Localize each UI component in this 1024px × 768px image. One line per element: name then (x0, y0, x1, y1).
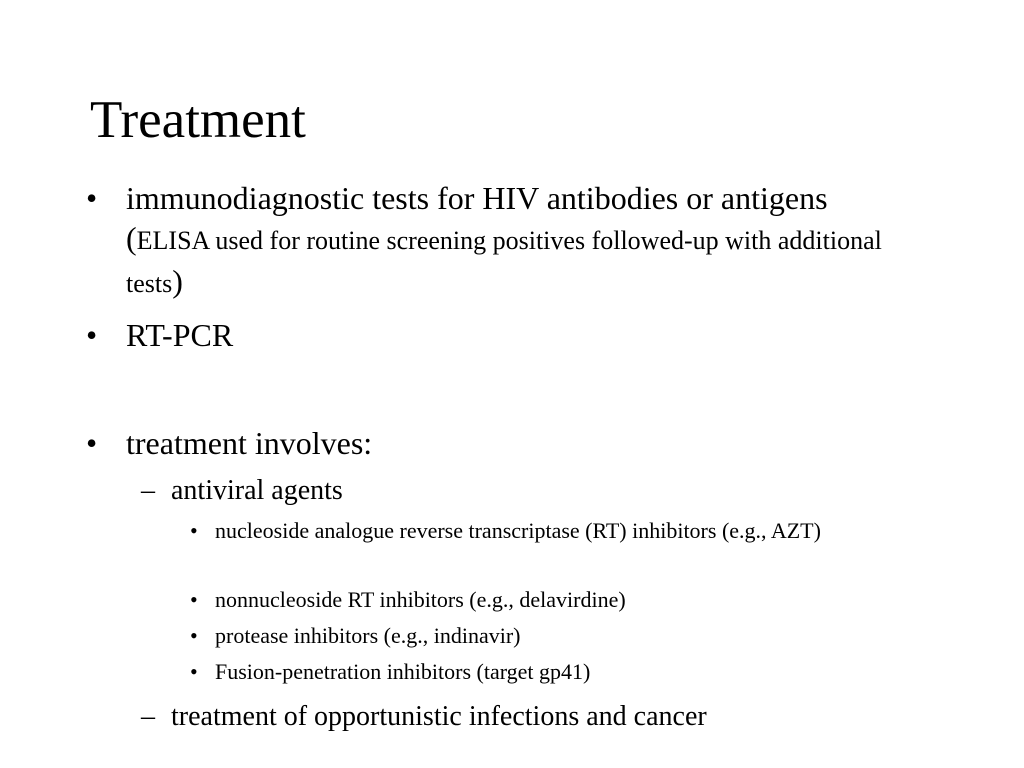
subsubitem-fusion-text: Fusion-penetration inhibitors (target gp41) (215, 659, 591, 684)
subsubitem-protease (190, 619, 945, 653)
bullet-icon: • (190, 587, 198, 612)
bullet-icon: • (190, 659, 198, 684)
subsubitem-nrti-text: nucleoside analogue reverse transcriptase (RT) inhibitors (e.g., AZT) (215, 518, 821, 543)
bullet-immunodiagnostic-text: immunodiagnostic tests for HIV antibodies or antigens ( (126, 180, 828, 256)
subitem-opportunistic (141, 700, 931, 734)
bullet-icon: • (86, 180, 98, 216)
subsubitem-fusion (190, 655, 945, 689)
bullet-icon: • (86, 425, 98, 461)
bullet-rt-pcr (86, 315, 916, 355)
subsubitem-nnrti-text: nonnucleoside RT inhibitors (e.g., delavirdine) (215, 587, 626, 612)
bullet-immunodiagnostic-detail: ELISA used for routine screening positives followed-up with additional tests (126, 226, 882, 298)
subitem-opportunistic-text: treatment of opportunistic infections and cancer (171, 701, 707, 732)
bullet-immunodiagnostic (86, 178, 916, 304)
bullet-treatment (86, 423, 916, 463)
bullet-immunodiagnostic-close: ) (172, 263, 183, 299)
subitem-antiviral-text: antiviral agents (171, 475, 343, 506)
dash-icon: – (141, 475, 155, 506)
bullet-treatment-text: treatment involves: (126, 425, 373, 461)
bullet-rt-pcr-text: RT-PCR (126, 317, 234, 353)
bullet-icon: • (190, 623, 198, 648)
bullet-icon: • (190, 518, 198, 543)
subitem-antiviral (141, 474, 931, 508)
subsubitem-protease-text: protease inhibitors (e.g., indinavir) (215, 623, 521, 648)
slide-title: Treatment (90, 91, 306, 149)
subsubitem-nnrti (190, 583, 945, 617)
bullet-icon: • (86, 317, 98, 353)
subsubitem-nrti (190, 514, 945, 548)
dash-icon: – (141, 701, 155, 732)
